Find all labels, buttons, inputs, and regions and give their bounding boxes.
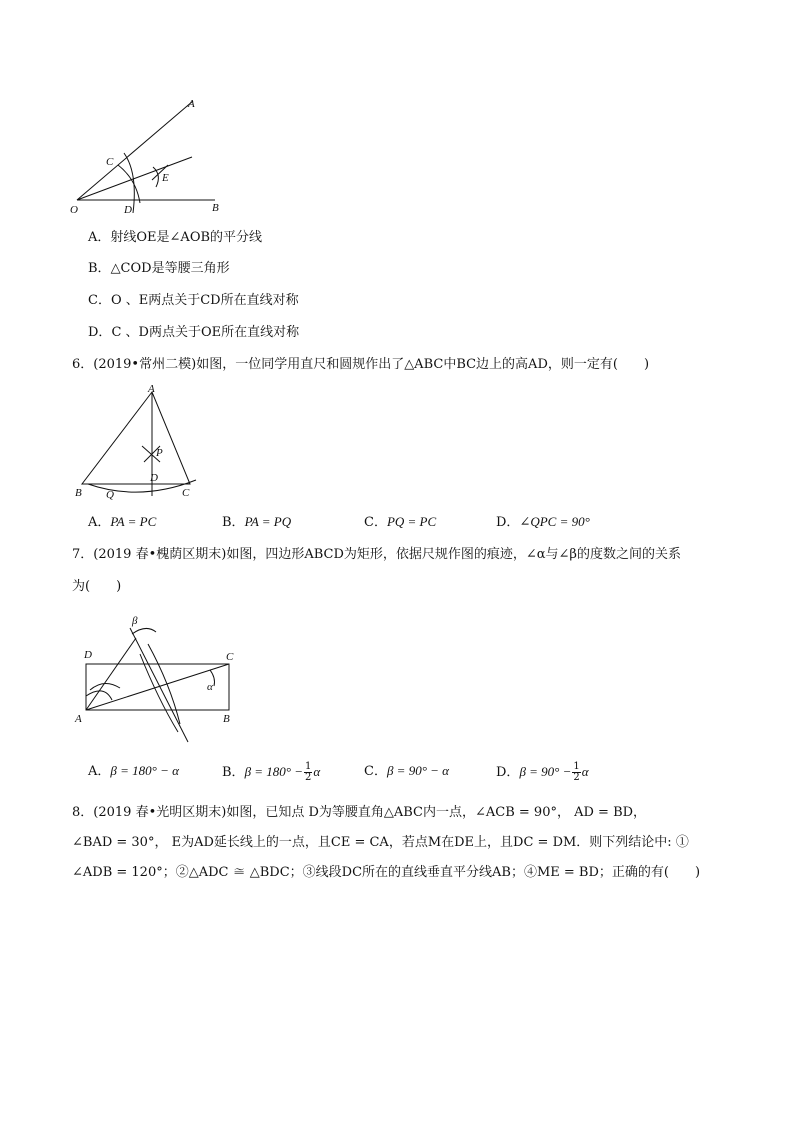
question-text: 如图，四边形ABCD为矩形，依据尺规作图的痕迹，∠α与∠β的度数之间的关系	[226, 547, 681, 562]
question-source: (2019 春•槐荫区期末)	[93, 547, 227, 562]
option-text: β = 90° −	[519, 764, 572, 779]
q5-option-c[interactable]	[88, 292, 299, 310]
label-O: O	[70, 204, 78, 216]
label-A: A	[75, 713, 82, 725]
label-E: E	[162, 172, 169, 184]
q8-stem-line3	[72, 864, 700, 882]
option-label: A．	[88, 515, 111, 530]
label-C: C	[182, 487, 190, 499]
option-label: B．	[222, 765, 245, 780]
fraction-numerator: 1	[305, 761, 312, 772]
label-alpha: α	[207, 681, 213, 693]
q7-option-c[interactable]	[364, 762, 449, 781]
q8-stem-line2	[72, 834, 689, 852]
option-text: C 、D两点关于OE所在直线对称	[111, 325, 300, 340]
label-B: B	[75, 487, 82, 499]
option-text: △COD是等腰三角形	[110, 261, 230, 276]
q7-option-a[interactable]	[88, 762, 179, 781]
option-label: C．	[88, 293, 111, 308]
label-A: A	[148, 384, 155, 395]
label-B: B	[212, 202, 219, 214]
q6-option-d[interactable]	[496, 513, 590, 532]
option-label: D．	[496, 515, 520, 530]
option-label: D．	[88, 325, 112, 340]
fraction	[572, 762, 580, 783]
label-Q: Q	[106, 489, 114, 501]
option-text: O 、E两点关于CD所在直线对称	[110, 293, 299, 308]
q5-option-a[interactable]	[88, 229, 262, 247]
option-text-tail: α	[581, 764, 589, 779]
q8-stem-line1	[72, 804, 646, 822]
option-label: B．	[222, 515, 245, 530]
label-A: A	[188, 98, 195, 110]
triangle-altitude-diagram	[70, 384, 210, 504]
option-text: 射线OE是∠AOB的平分线	[110, 230, 263, 245]
q7-option-d[interactable]	[496, 762, 589, 783]
q5-option-b[interactable]	[88, 260, 230, 278]
option-label: D．	[496, 765, 520, 780]
option-label: C．	[364, 764, 387, 779]
question-source: (2019 春•光明区期末)	[93, 805, 227, 820]
fraction-denominator: 2	[305, 772, 312, 783]
question-text: 如图，已知点 D为等腰直角△ABC内一点，∠ACB = 90°， AD = BD，	[226, 805, 647, 820]
question-source: (2019•常州二模)	[93, 357, 197, 372]
label-C: C	[226, 651, 234, 663]
rectangle-construction-diagram	[70, 604, 245, 744]
label-P: P	[156, 447, 163, 459]
option-text: β = 90° − α	[386, 763, 449, 778]
label-D: D	[124, 204, 132, 216]
q6-option-c[interactable]	[364, 513, 436, 532]
option-text: PQ = PC	[386, 514, 437, 529]
q7-stem-line2	[72, 578, 121, 596]
angle-bisector-diagram	[60, 95, 240, 220]
q7-figure	[70, 604, 245, 744]
q6-stem	[72, 356, 649, 374]
option-text: ∠QPC = 90°	[519, 514, 590, 529]
label-D: D	[84, 649, 92, 661]
question-text: ∠ADB = 120°；②△ADC ≅ △BDC；③线段DC所在的直线垂直平分线AB；④ME = BD；正确的有( )	[72, 865, 701, 880]
option-text-tail: α	[313, 764, 321, 779]
question-text: 如图，一位同学用直尺和圆规作出了△ABC中BC边上的高AD，则一定有( )	[196, 357, 650, 372]
question-number: 6．	[72, 357, 94, 372]
q7-stem	[72, 546, 681, 564]
q5-option-d[interactable]	[88, 324, 299, 342]
q7-option-b[interactable]	[222, 762, 320, 783]
question-number: 7．	[72, 547, 94, 562]
option-text: PA = PQ	[244, 514, 292, 529]
label-D: D	[150, 472, 158, 484]
option-text: β = 180° − α	[110, 763, 179, 778]
option-label: B．	[88, 261, 111, 276]
q6-figure	[70, 384, 210, 504]
q6-option-a[interactable]	[88, 513, 156, 532]
q6-option-b[interactable]	[222, 513, 291, 532]
option-label: A．	[88, 764, 111, 779]
option-text: β = 180° −	[244, 764, 304, 779]
label-B: B	[223, 713, 230, 725]
option-label: C．	[364, 515, 387, 530]
fraction-numerator: 1	[573, 761, 580, 772]
fraction-denominator: 2	[573, 772, 580, 783]
question-text: ∠BAD = 30°， E为AD延长线上的一点，且CE = CA，若点M在DE上，且DC = DM．则下列结论中: ①	[72, 835, 689, 850]
fraction	[304, 762, 312, 783]
option-label: A．	[88, 230, 111, 245]
label-beta: β	[132, 615, 138, 627]
question-number: 8．	[72, 805, 94, 820]
q5-figure	[60, 95, 240, 220]
label-C: C	[106, 156, 114, 168]
option-text: PA = PC	[110, 514, 157, 529]
question-text: 为( )	[72, 579, 122, 594]
